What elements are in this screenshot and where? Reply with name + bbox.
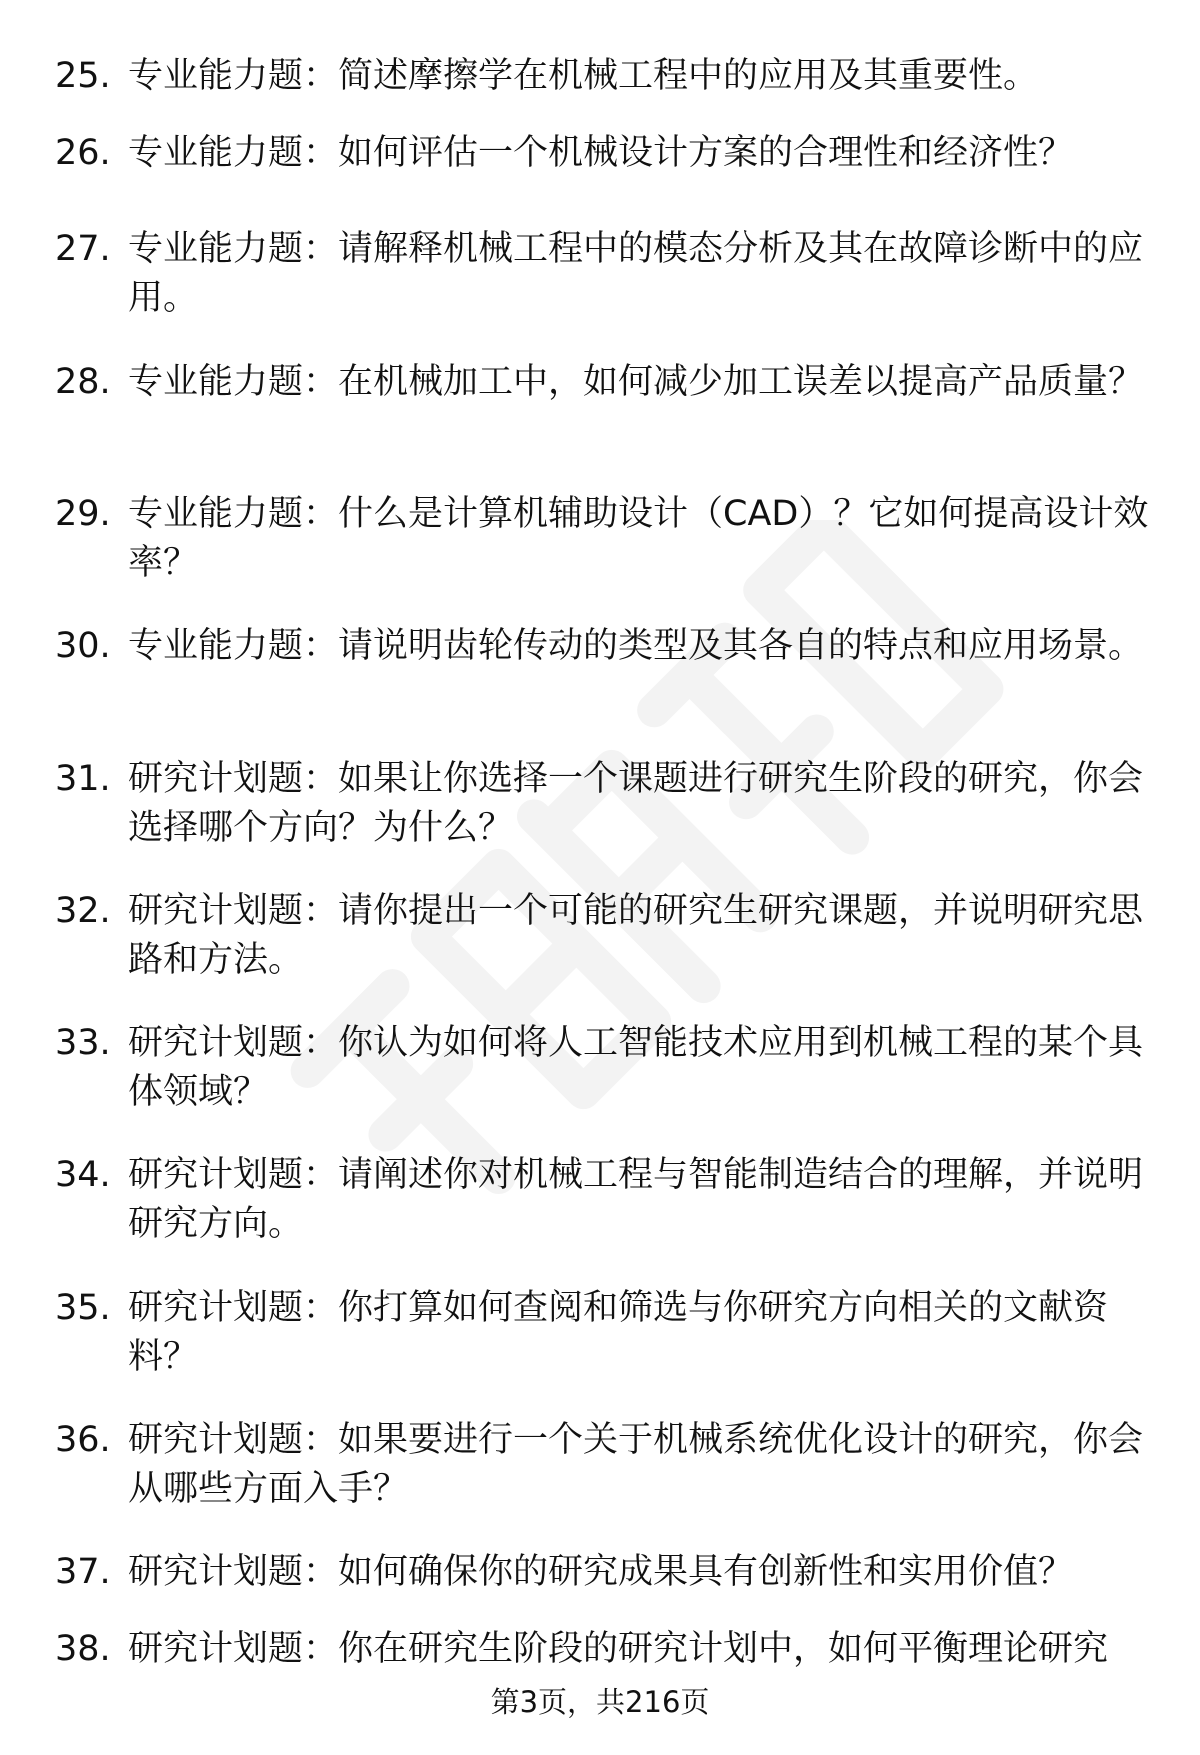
page-number-footer: 第3页，共216页 [490, 1685, 710, 1719]
item-number: 35. [55, 1288, 111, 1328]
item-number: 27. [55, 229, 111, 269]
item-text: 请你提出一个可能的研究生研究课题，并说明研究思路和方法。 [128, 891, 1144, 980]
item-number: 33. [55, 1023, 111, 1063]
item-category: 专业能力题： [128, 56, 339, 96]
item-category: 专业能力题： [128, 133, 339, 173]
item-body [128, 52, 1150, 101]
item-number: 36. [55, 1420, 111, 1460]
item-number: 28. [55, 362, 111, 402]
item-body [128, 129, 1150, 178]
item-text: 请解释机械工程中的模态分析及其在故障诊断中的应用。 [128, 229, 1144, 318]
item-text: 如果让你选择一个课题进行研究生阶段的研究，你会选择哪个方向？为什么？ [128, 759, 1144, 848]
item-body [128, 887, 1150, 985]
item-number: 34. [55, 1155, 111, 1195]
item-number: 32. [55, 891, 111, 931]
item-number: 25. [55, 56, 111, 96]
item-text: 请说明齿轮传动的类型及其各自的特点和应用场景。 [338, 626, 1144, 666]
item-text: 你在研究生阶段的研究计划中，如何平衡理论研究 [338, 1629, 1109, 1669]
item-body [128, 622, 1150, 671]
item-body [128, 755, 1150, 853]
item-text: 如何确保你的研究成果具有创新性和实用价值？ [338, 1552, 1074, 1592]
item-category: 研究计划题： [128, 1552, 339, 1592]
item-number: 37. [55, 1552, 111, 1592]
item-category: 研究计划题： [128, 1155, 339, 1195]
item-number: 38. [55, 1629, 111, 1669]
item-body [128, 1416, 1150, 1514]
item-category: 研究计划题： [128, 1023, 339, 1063]
item-text: 简述摩擦学在机械工程中的应用及其重要性。 [338, 56, 1039, 96]
item-text: 什么是计算机辅助设计（CAD）？它如何提高设计效率？ [128, 494, 1149, 583]
item-body [128, 1151, 1150, 1249]
item-category: 专业能力题： [128, 229, 339, 269]
item-text: 你打算如何查阅和筛选与你研究方向相关的文献资料？ [128, 1288, 1109, 1377]
item-text: 在机械加工中，如何减少加工误差以提高产品质量？ [338, 362, 1144, 402]
item-body [128, 1548, 1150, 1597]
item-number: 26. [55, 133, 111, 173]
item-category: 研究计划题： [128, 1288, 339, 1328]
item-text: 你认为如何将人工智能技术应用到机械工程的某个具体领域？ [128, 1023, 1144, 1112]
item-category: 研究计划题： [128, 1420, 339, 1460]
item-category: 专业能力题： [128, 362, 339, 402]
item-body [128, 1625, 1150, 1674]
item-body [128, 1284, 1150, 1382]
item-text: 如果要进行一个关于机械系统优化设计的研究，你会从哪些方面入手？ [128, 1420, 1144, 1509]
item-category: 专业能力题： [128, 626, 339, 666]
item-number: 31. [55, 759, 111, 799]
item-number: 29. [55, 494, 111, 534]
item-body [128, 358, 1150, 407]
item-text: 如何评估一个机械设计方案的合理性和经济性？ [338, 133, 1074, 173]
item-category: 研究计划题： [128, 759, 339, 799]
item-category: 专业能力题： [128, 494, 339, 534]
item-body [128, 225, 1150, 323]
item-category: 研究计划题： [128, 891, 339, 931]
item-category: 研究计划题： [128, 1629, 339, 1669]
item-body [128, 490, 1150, 588]
item-number: 30. [55, 626, 111, 666]
item-body [128, 1019, 1150, 1117]
item-text: 请阐述你对机械工程与智能制造结合的理解，并说明研究方向。 [128, 1155, 1144, 1244]
